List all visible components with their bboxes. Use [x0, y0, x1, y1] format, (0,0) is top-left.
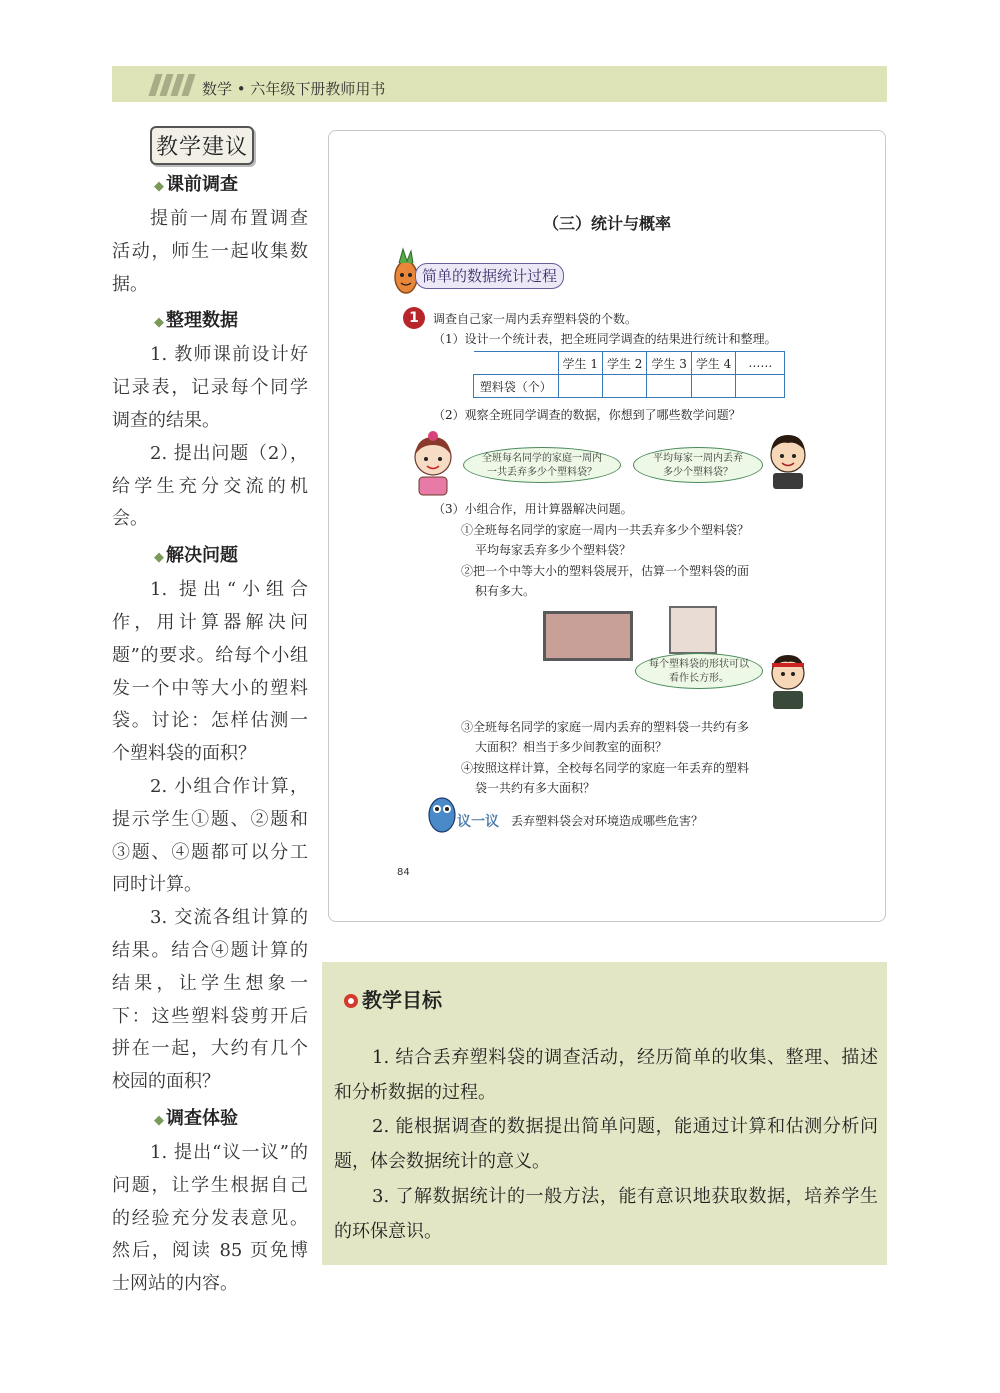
section-heading: ◆ 调查体验: [154, 1107, 238, 1129]
question-3-item: ④按照这样计算，全校每名同学的家庭一年丢弃的塑料: [461, 761, 750, 775]
header-stripes-decoration: [152, 74, 192, 96]
teaching-suggestions-column: [112, 126, 308, 1301]
plastic-bag-flat-photo: [543, 611, 633, 661]
question-3-item: 袋一共约有多大面积？: [475, 781, 596, 795]
question-3-item: ③全班每名同学的家庭一周内丢弃的塑料袋一共约有多: [461, 720, 750, 734]
goal-item: 1. 结合丢弃塑料袋的调查活动，经历简单的收集、整理、描述和分析数据的过程。: [334, 1047, 878, 1103]
section-heading: ◆ 课前调查: [154, 174, 238, 195]
discuss-label: 议一议: [457, 814, 499, 830]
teaching-goals-heading: 教学目标: [344, 984, 442, 1013]
table-header-cell: 学生 4: [691, 352, 735, 375]
table-cell: [736, 375, 785, 398]
speech-bubble: 全班每名同学的家庭一周内 一共丢弃多少个塑料袋？: [463, 447, 621, 483]
table-corner-cell: [474, 352, 559, 375]
plastic-bag-photo: [669, 606, 717, 654]
table-header-cell: 学生 2: [602, 352, 646, 375]
question-3-item: 平均每家丢弃多少个塑料袋？: [475, 543, 632, 557]
section-tag: [391, 261, 571, 291]
question-3-item: ②把一个中等大小的塑料袋展开，估算一个塑料袋的面: [461, 564, 750, 578]
diamond-icon: ◆: [154, 1112, 164, 1128]
question-3-item: 大面积？相当于多少间教室的面积？: [475, 740, 668, 754]
chapter-title: （三）统计与概率: [542, 214, 671, 233]
goal-item: 3. 了解数据统计的一般方法，能有意识地获取数据，培养学生的环保意识。: [334, 1186, 878, 1242]
paragraph: 1. 提出“议一议”的问题，让学生根据自己的经验充分发表意见。然后，阅读 85 页免博士网站的内容。: [112, 1141, 308, 1295]
question-2: （2）观察全班同学调查的数据，你想到了哪些数学问题？: [433, 408, 741, 422]
paragraph: 3. 交流各组计算的结果。结合④题计算的结果，让学生想象一下：这些塑料袋剪开后拼在一起，大约有几个校园的面积？: [112, 907, 308, 1093]
diamond-icon: ◆: [154, 550, 164, 566]
table-header-cell: ……: [736, 352, 785, 375]
textbook-page-number: 84: [397, 867, 410, 878]
problem-text: 调查自己家一周内丢弃塑料袋的个数。: [433, 312, 638, 326]
question-3-item: ①全班每名同学的家庭一周内一共丢弃多少个塑料袋？: [461, 523, 750, 537]
textbook-page-panel: [328, 130, 886, 922]
girl-character-icon: [405, 431, 461, 497]
speech-bubble: 每个塑料袋的形状可以 看作长方形。: [635, 653, 763, 689]
page-header: [112, 66, 887, 102]
bullet-circle-icon: [344, 994, 358, 1008]
owl-mascot-icon: [425, 787, 459, 835]
boy-character-icon: [763, 429, 813, 491]
table-cell: [602, 375, 646, 398]
boy-character-icon: [765, 649, 811, 711]
teaching-suggestions-badge: 教学建议: [150, 126, 254, 165]
diamond-icon: ◆: [154, 315, 164, 331]
table-cell: [647, 375, 691, 398]
table-row-label: 塑料袋（个）: [474, 375, 559, 398]
header-title: 数学 • 六年级下册教师用书: [202, 80, 386, 98]
table-cell: [558, 375, 602, 398]
paragraph: 2. 提出问题（2），给学生充分交流的机会。: [112, 442, 308, 530]
paragraph: 提前一周布置调查活动，师生一起收集数据。: [112, 208, 308, 295]
question-1: （1）设计一个统计表，把全班同学调查的结果进行统计和整理。: [433, 332, 777, 346]
question-3-item: 积有多大。: [475, 584, 536, 598]
problem-number-badge: 1: [403, 307, 425, 329]
paragraph: 1. 教师课前设计好记录表，记录每个同学调查的结果。: [112, 344, 308, 431]
speech-bubble: 平均每家一周内丢弃 多少个塑料袋？: [633, 447, 763, 483]
table-header-cell: 学生 3: [647, 352, 691, 375]
section-tag-label: 简单的数据统计过程: [415, 263, 564, 289]
question-3: （3）小组合作，用计算器解决问题。: [433, 502, 633, 516]
teaching-goals-box: [322, 962, 887, 1265]
diamond-icon: ◆: [154, 179, 164, 194]
paragraph: 1. 提出“小组合作，用计算器解决问题”的要求。给每个小组发一个中等大小的塑料袋。讨论：怎样估测一个塑料袋的面积？: [112, 579, 308, 765]
table-header-cell: 学生 1: [558, 352, 602, 375]
paragraph: 2. 小组合作计算，提示学生①题、②题和③题、④题都可以分工同时计算。: [112, 775, 308, 896]
survey-table: [473, 351, 785, 398]
goal-item: 2. 能根据调查的数据提出简单问题，能通过计算和估测分析问题，体会数据统计的意义。: [334, 1116, 878, 1172]
section-heading: ◆ 整理数据: [154, 310, 238, 332]
table-cell: [691, 375, 735, 398]
discuss-text: 丢弃塑料袋会对环境造成哪些危害？: [511, 814, 704, 828]
section-heading: ◆ 解决问题: [154, 545, 238, 567]
